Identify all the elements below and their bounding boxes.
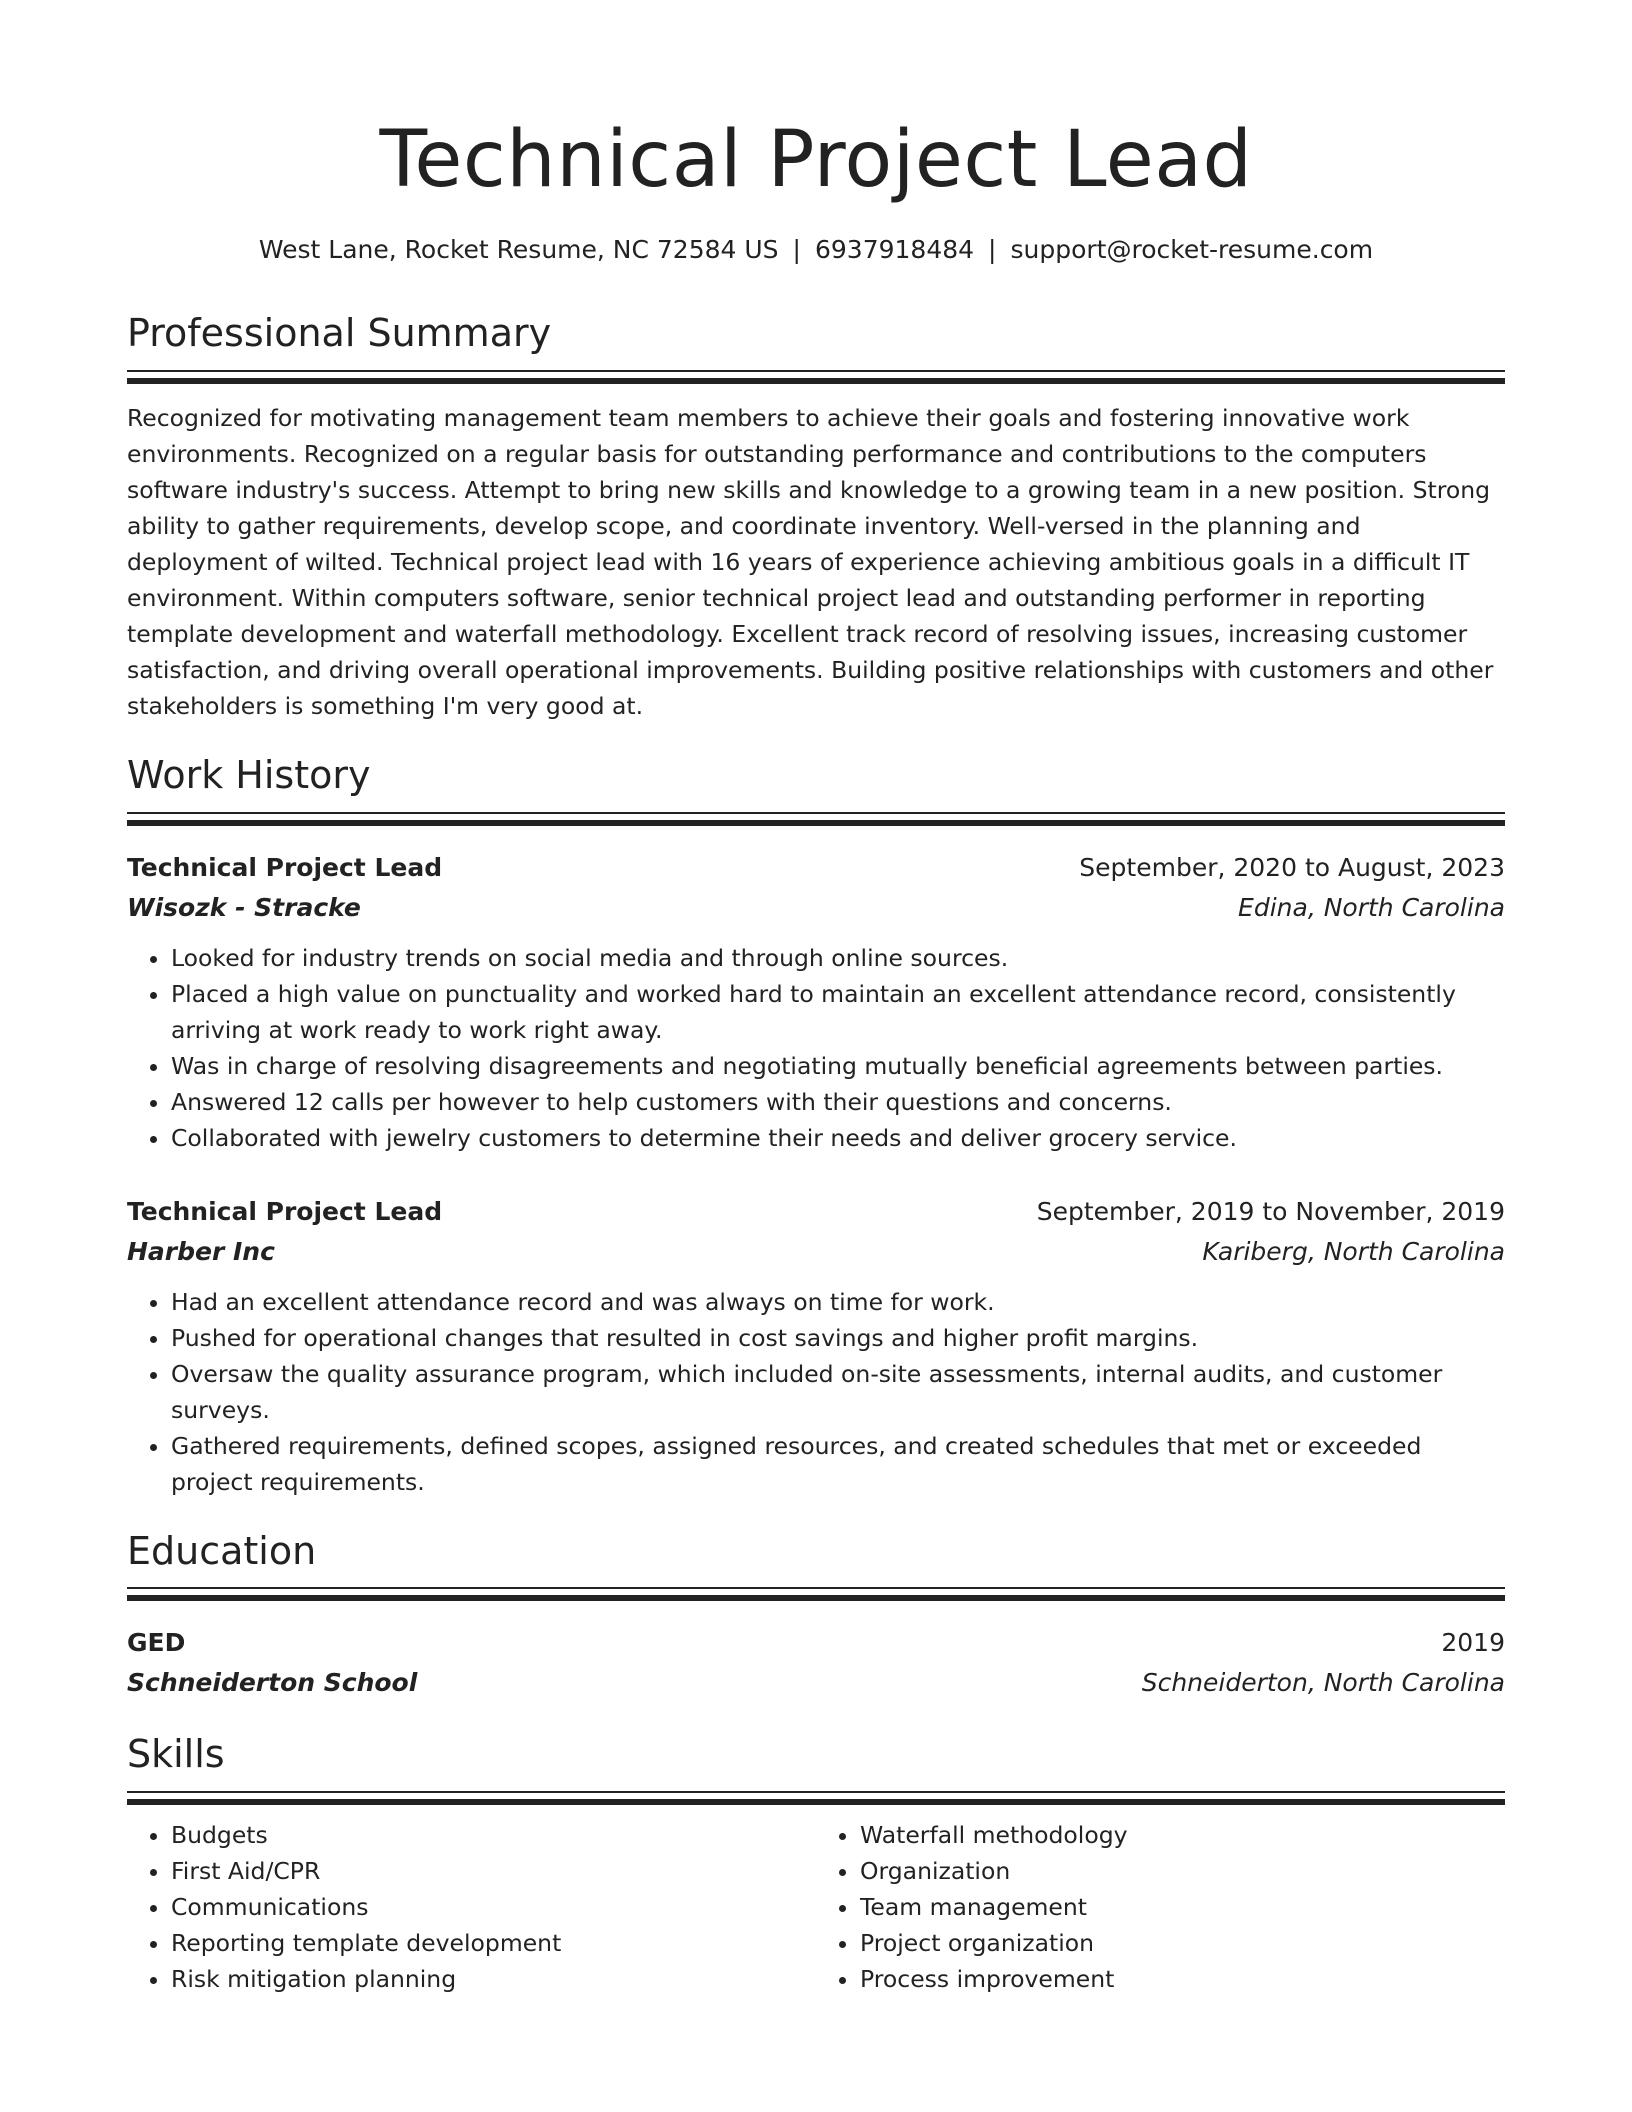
education-header-row xyxy=(127,1623,1505,1663)
job-header-row xyxy=(127,1192,1505,1232)
job-bullet: • Pushed for operational changes that resulted in cost savings and higher profit margins. xyxy=(171,1320,1505,1356)
summary-section xyxy=(127,312,1505,724)
job-company: Harber Inc xyxy=(127,1236,275,1266)
skill-item: • Budgets xyxy=(171,1817,816,1853)
job-location: Kariberg, North Carolina xyxy=(1202,1236,1505,1266)
contact-phone: 6937918484 xyxy=(814,234,975,264)
skill-item: • Risk mitigation planning xyxy=(171,1961,816,1997)
education-school: Schneiderton School xyxy=(127,1668,418,1698)
education-year: 2019 xyxy=(1441,1628,1505,1658)
skill-item: • First Aid/CPR xyxy=(171,1853,816,1889)
section-rule xyxy=(127,820,1505,826)
education-title: Education xyxy=(127,1528,317,1573)
contact-line xyxy=(127,234,1505,267)
job-bullet: • Answered 12 calls per however to help customers with their questions and concerns. xyxy=(171,1084,1505,1120)
skill-item: • Project organization xyxy=(860,1925,1505,1961)
section-rule xyxy=(127,1791,1505,1793)
work-history-title: Work History xyxy=(127,752,371,797)
job-company-row xyxy=(127,1232,1505,1272)
job-bullet: • Gathered requirements, defined scopes, assigned resources, and created schedules that met or exceeded project requirements. xyxy=(171,1428,1505,1500)
summary-text: Recognized for motivating management team members to achieve their goals and fostering innovative work environments. Recognized on a regular basis for outstanding performance and contributions to the computers software industry's success. Attempt to bring new skills and knowledge to a growing team in a new position. Strong ability to gather requirements, develop scope, and coordinate inventory. Well-versed in the planning and deployment of wilted. Technical project lead with 16 years of experience achieving ambitious goals in a difficult IT environment. Within computers software, senior technical project lead and outstanding performer in reporting template development and waterfall methodology. Excellent track record of resolving issues, increasing customer satisfaction, and driving overall operational improvements. Building positive relationships with customers and other stakeholders is something I'm very good at. xyxy=(127,403,1494,720)
contact-address: West Lane, Rocket Resume, NC 72584 US xyxy=(258,234,779,264)
job-dates: September, 2019 to November, 2019 xyxy=(1036,1196,1505,1226)
job-bullet: • Was in charge of resolving disagreements and negotiating mutually beneficial agreements between parties. xyxy=(171,1048,1505,1084)
skills-column-left xyxy=(127,1817,816,1997)
education-entry xyxy=(127,1623,1505,1703)
section-rule xyxy=(127,378,1505,384)
resume-name: Technical Project Lead xyxy=(379,115,1253,205)
summary-title: Professional Summary xyxy=(127,311,552,356)
section-rule xyxy=(127,370,1505,372)
job-bullets xyxy=(127,940,1505,1156)
skill-item: • Reporting template development xyxy=(171,1925,816,1961)
skill-item: • Process improvement xyxy=(860,1961,1505,1997)
section-rule xyxy=(127,812,1505,814)
skills-title: Skills xyxy=(127,1732,225,1777)
skill-item: • Communications xyxy=(171,1889,816,1925)
job-company: Wisozk - Stracke xyxy=(127,892,361,922)
skills-column-right xyxy=(816,1817,1505,1997)
skills-list xyxy=(127,1817,1505,1997)
job-location: Edina, North Carolina xyxy=(1238,892,1505,922)
job-dates: September, 2020 to August, 2023 xyxy=(1079,852,1505,882)
job-header-row xyxy=(127,848,1505,888)
contact-separator: | xyxy=(792,234,801,264)
job-entry xyxy=(127,1192,1505,1500)
section-rule xyxy=(127,1595,1505,1601)
skill-item: • Organization xyxy=(860,1853,1505,1889)
skill-item: • Waterfall methodology xyxy=(860,1817,1505,1853)
education-location: Schneiderton, North Carolina xyxy=(1141,1668,1505,1698)
job-company-row xyxy=(127,888,1505,928)
skill-item: • Team management xyxy=(860,1889,1505,1925)
job-entry xyxy=(127,848,1505,1156)
education-degree: GED xyxy=(127,1628,186,1658)
job-title: Technical Project Lead xyxy=(127,1196,443,1226)
section-rule xyxy=(127,1587,1505,1589)
education-school-row xyxy=(127,1663,1505,1703)
contact-separator: | xyxy=(988,234,997,264)
work-history-section xyxy=(127,754,1505,1500)
job-bullets xyxy=(127,1284,1505,1500)
contact-email: support@rocket-resume.com xyxy=(1010,234,1374,264)
skills-section xyxy=(127,1733,1505,1997)
job-title: Technical Project Lead xyxy=(127,852,443,882)
job-bullet: • Oversaw the quality assurance program, which included on-site assessments, internal audits, and customer surveys. xyxy=(171,1356,1505,1428)
section-rule xyxy=(127,1799,1505,1805)
education-section xyxy=(127,1530,1505,1704)
job-bullet: • Had an excellent attendance record and was always on time for work. xyxy=(171,1284,1505,1320)
job-bullet: • Placed a high value on punctuality and worked hard to maintain an excellent attendance record, consistently arriving at work ready to work right away. xyxy=(171,976,1505,1048)
job-bullet: • Looked for industry trends on social media and through online sources. xyxy=(171,940,1505,976)
job-bullet: • Collaborated with jewelry customers to determine their needs and deliver grocery service. xyxy=(171,1120,1505,1156)
